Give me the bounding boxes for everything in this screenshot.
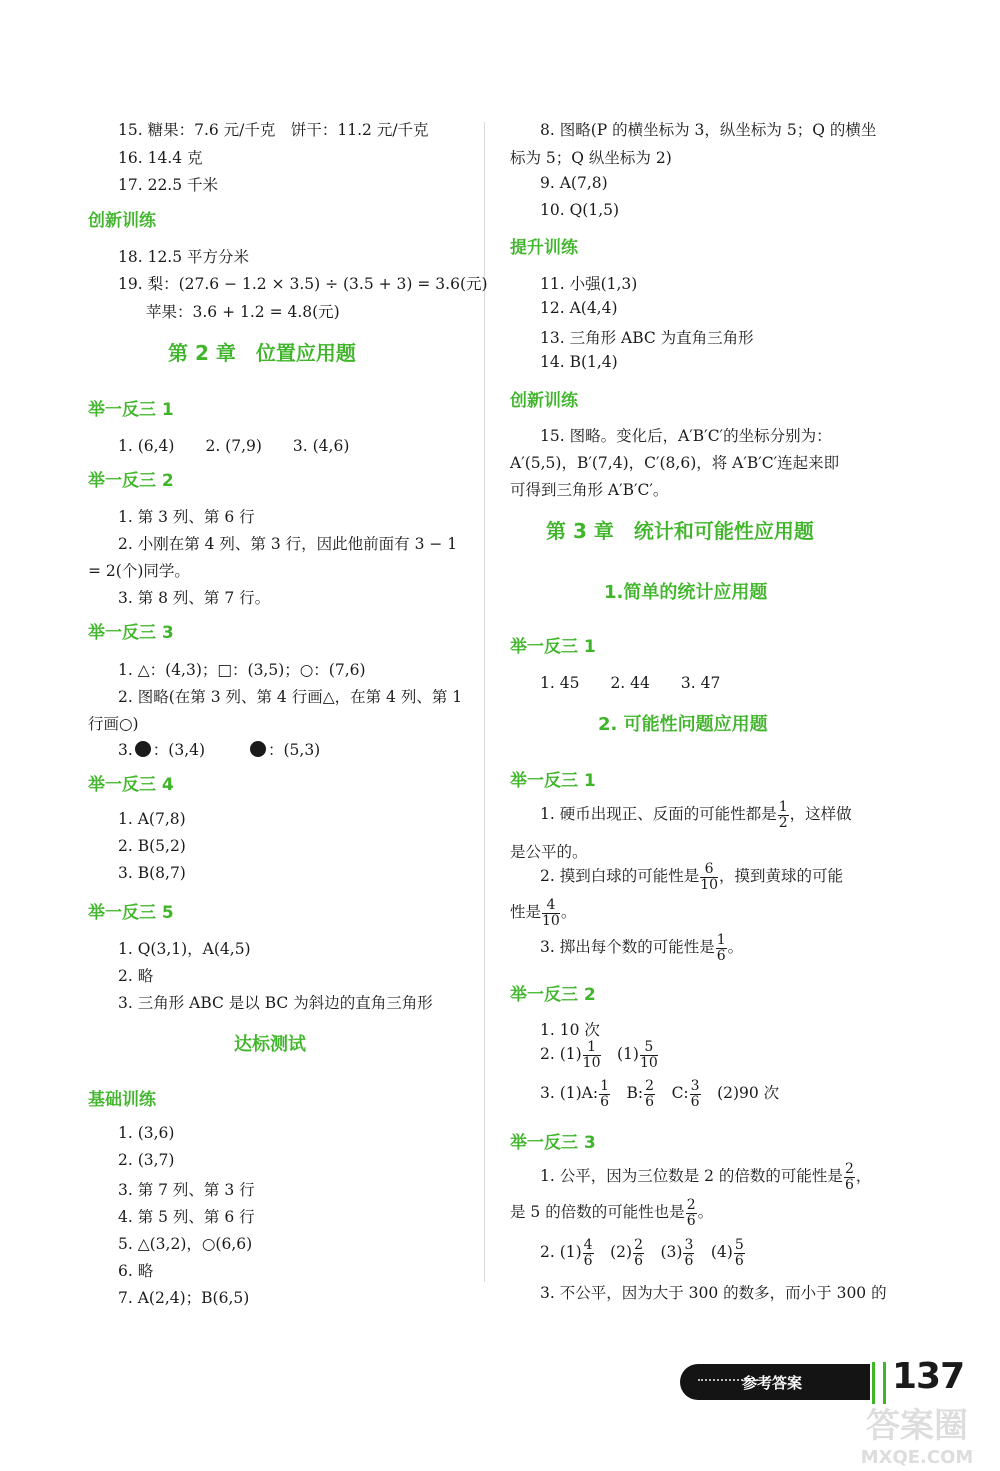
fraction: $\frac{6}{10}$ xyxy=(700,861,719,893)
practice-4-answer-1: 1. A(7,8) xyxy=(118,810,186,828)
answer-16: 16. 14.4 克 xyxy=(118,149,203,167)
practice-3-answer-1: 1. △：(4,3)；□：(3,5)；○：(7,6) xyxy=(118,661,366,679)
section-practice-3: 举一反三 3 xyxy=(88,623,174,643)
subsection-probability: 2. 可能性问题应用题 xyxy=(598,714,768,735)
column-divider xyxy=(484,122,485,1282)
prob-1-answer-3: 3. 掷出每个数的可能性是 $\frac{1}{6}$ 。 xyxy=(540,932,744,964)
basic-answer-5: 5. △(3,2)，○(6,6) xyxy=(118,1235,253,1253)
answer-19b: 苹果：3.6 + 1.2 = 4.8(元) xyxy=(146,303,340,321)
prob-1-answer-2c: 性是 $\frac{4}{10}$ 。 xyxy=(510,897,577,929)
basic-answer-4: 4. 第 5 列、第 6 行 xyxy=(118,1208,255,1226)
basic-answer-3: 3. 第 7 列、第 3 行 xyxy=(118,1181,255,1199)
fraction: $\frac{1}{2}$ xyxy=(778,799,788,831)
answer-11: 11. 小强(1,3) xyxy=(540,275,638,293)
prob-2-answer-3: 3. (1)A: $\frac{1}{6}$ B: $\frac{2}{6}$ C: $\frac{3}{6}$ (2)90 次 xyxy=(540,1078,780,1110)
standard-test-title: 达标测试 xyxy=(234,1034,306,1055)
answer-8b: 标为 5；Q 纵坐标为 2) xyxy=(510,149,672,167)
practice-1-answers: 1. (6,4) 2. (7,9) 3. (4,6) xyxy=(118,437,350,455)
answer-19a: 19. 梨：(27.6 − 1.2 × 3.5) ÷ (3.5 + 3) = 3.6(元) xyxy=(118,275,488,293)
basic-answer-1: 1. (3,6) xyxy=(118,1124,175,1142)
ball-icon xyxy=(250,741,266,757)
practice-3-answer-3: 3. ：(3,4) ：(5,3) xyxy=(118,741,321,759)
fraction: $\frac{1}{6}$ xyxy=(600,1078,610,1110)
section-innovation: 创新训练 xyxy=(88,211,156,231)
section-practice-4: 举一反三 4 xyxy=(88,775,174,795)
answer-15: 15. 糖果：7.6 元/千克 饼干：11.2 元/千克 xyxy=(118,121,429,139)
prob-1-answer-1c: 是公平的。 xyxy=(510,843,588,861)
section-practice-1: 举一反三 1 xyxy=(88,400,174,420)
prob-3-answer-1c: 是 5 的倍数的可能性也是 $\frac{2}{6}$ 。 xyxy=(510,1197,714,1229)
watermark: 答案圈 MXQE.COM xyxy=(860,1406,974,1468)
fraction: $\frac{4}{6}$ xyxy=(583,1237,593,1269)
answer-12: 12. A(4,4) xyxy=(540,299,618,317)
page-number: 137 xyxy=(892,1356,965,1397)
answer-15b: A′(5,5)，B′(7,4)，C′(8,6)，将 A′B′C′连起来即 xyxy=(510,454,840,472)
prob-3-answer-3: 3. 不公平，因为大于 300 的数多，而小于 300 的 xyxy=(540,1284,887,1302)
chapter-2-title: 第 2 章 位置应用题 xyxy=(168,341,356,365)
fraction: $\frac{3}{6}$ xyxy=(684,1237,694,1269)
apple-icon xyxy=(135,741,151,757)
stat-practice-1-answers: 1. 45 2. 44 3. 47 xyxy=(540,674,721,692)
section-prob-practice-2: 举一反三 2 xyxy=(510,985,596,1005)
answer-17: 17. 22.5 千米 xyxy=(118,176,219,194)
answer-13: 13. 三角形 ABC 为直角三角形 xyxy=(540,329,754,347)
practice-2-answer-1: 1. 第 3 列、第 6 行 xyxy=(118,508,255,526)
practice-3-answer-2b: 行画○) xyxy=(88,715,139,733)
section-improvement: 提升训练 xyxy=(510,238,578,258)
fraction: $\frac{1}{6}$ xyxy=(716,932,726,964)
basic-answer-2: 2. (3,7) xyxy=(118,1151,175,1169)
practice-4-answer-2: 2. B(5,2) xyxy=(118,837,186,855)
prob-1-answer-2: 2. 摸到白球的可能性是 $\frac{6}{10}$ ，摸到黄球的可能 xyxy=(540,861,844,893)
answer-18: 18. 12.5 平方分米 xyxy=(118,248,250,266)
practice-2-answer-2b: = 2(个)同学。 xyxy=(88,562,190,580)
section-basic-training: 基础训练 xyxy=(88,1090,156,1110)
prob-2-answer-1: 1. 10 次 xyxy=(540,1021,600,1039)
subsection-statistics: 1.简单的统计应用题 xyxy=(604,582,768,603)
answer-10: 10. Q(1,5) xyxy=(540,201,620,219)
section-practice-2: 举一反三 2 xyxy=(88,471,174,491)
section-practice-5: 举一反三 5 xyxy=(88,903,174,923)
practice-2-answer-3: 3. 第 8 列、第 7 行。 xyxy=(118,589,271,607)
section-prob-practice-1: 举一反三 1 xyxy=(510,771,596,791)
answer-9: 9. A(7,8) xyxy=(540,174,608,192)
fraction: $\frac{5}{10}$ xyxy=(639,1039,658,1071)
answer-15a: 15. 图略。变化后，A′B′C′的坐标分别为： xyxy=(540,427,832,445)
footer-tab xyxy=(680,1364,870,1400)
answer-15c: 可得到三角形 A′B′C′。 xyxy=(510,481,669,499)
practice-5-answer-3: 3. 三角形 ABC 是以 BC 为斜边的直角三角形 xyxy=(118,994,433,1012)
fraction: $\frac{4}{10}$ xyxy=(542,897,560,929)
practice-3-answer-2a: 2. 图略(在第 3 列、第 4 行画△，在第 4 列、第 1 xyxy=(118,688,463,706)
prob-3-answer-2: 2. (1) $\frac{4}{6}$ (2) $\frac{2}{6}$ (3) $\frac{3}{6}$ (4) $\frac{5}{6}$ xyxy=(540,1237,744,1269)
fraction: $\frac{2}{6}$ xyxy=(645,1078,655,1110)
practice-5-answer-2: 2. 略 xyxy=(118,967,154,985)
section-prob-practice-3: 举一反三 3 xyxy=(510,1133,596,1153)
practice-5-answer-1: 1. Q(3,1)，A(4,5) xyxy=(118,940,251,958)
fraction: $\frac{2}{6}$ xyxy=(686,1197,696,1229)
practice-4-answer-3: 3. B(8,7) xyxy=(118,864,186,882)
section-stat-practice-1: 举一反三 1 xyxy=(510,637,596,657)
prob-3-answer-1: 1. 公平，因为三位数是 2 的倍数的可能性是 $\frac{2}{6}$ ， xyxy=(540,1161,872,1193)
chapter-3-title: 第 3 章 统计和可能性应用题 xyxy=(546,519,814,543)
fraction: $\frac{2}{6}$ xyxy=(844,1161,854,1193)
fraction: $\frac{2}{6}$ xyxy=(634,1237,643,1269)
fraction: $\frac{1}{10}$ xyxy=(582,1039,601,1071)
prob-1-answer-1: 1. 硬币出现正、反面的可能性都是 $\frac{1}{2}$ ，这样做 xyxy=(540,799,852,831)
footer-label: 参考答案 xyxy=(742,1374,803,1392)
basic-answer-6: 6. 略 xyxy=(118,1262,154,1280)
practice-2-answer-2a: 2. 小刚在第 4 列、第 3 行，因此他前面有 3 − 1 xyxy=(118,535,458,553)
answer-8a: 8. 图略(P 的横坐标为 3，纵坐标为 5；Q 的横坐 xyxy=(540,121,877,139)
answer-14: 14. B(1,4) xyxy=(540,353,618,371)
section-innovation-right: 创新训练 xyxy=(510,391,578,411)
fraction: $\frac{3}{6}$ xyxy=(690,1078,700,1110)
prob-2-answer-2: 2. (1) $\frac{1}{10}$ (1) $\frac{5}{10}$ xyxy=(540,1039,658,1071)
basic-answer-7: 7. A(2,4)；B(6,5) xyxy=(118,1289,250,1307)
fraction: $\frac{5}{6}$ xyxy=(734,1237,744,1269)
